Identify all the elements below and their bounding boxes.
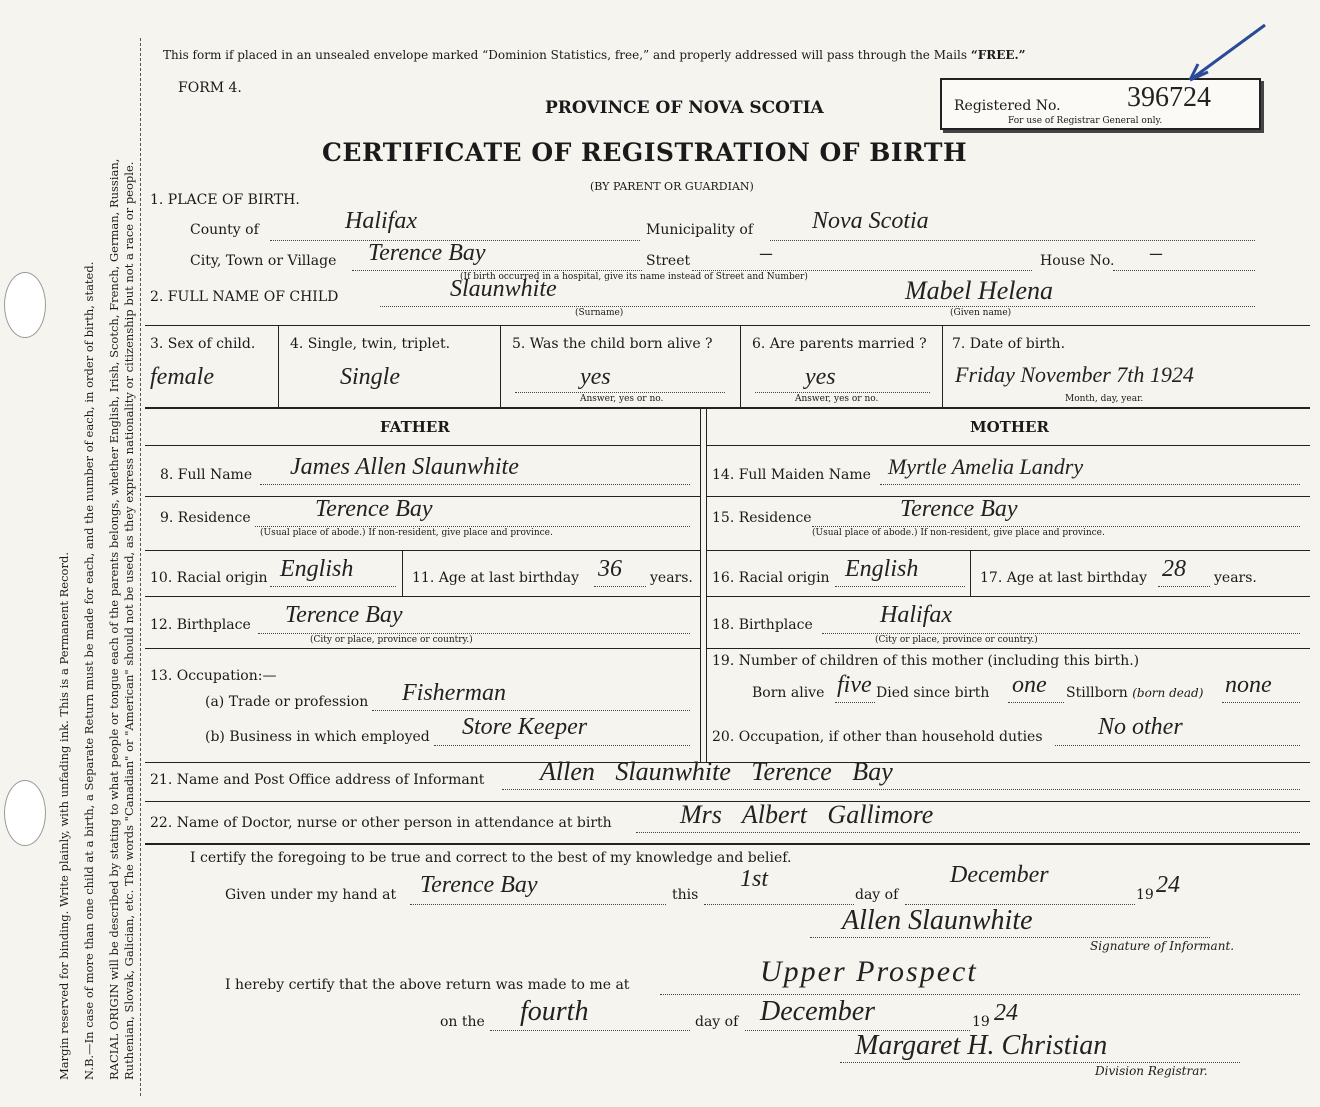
- mother-occupation-value: No other: [1098, 714, 1183, 740]
- children-count-label: 19. Number of children of this mother (including this birth.): [712, 653, 1140, 669]
- mother-age-label: 17. Age at last birthday: [980, 570, 1148, 586]
- child-surname-value: Slaunwhite: [450, 276, 557, 302]
- registrar-year-prefix: 19: [972, 1014, 990, 1030]
- street-label: Street: [646, 253, 691, 269]
- mother-birthplace-value: Halifax: [880, 602, 952, 628]
- registrar-place: Upper Prospect: [760, 955, 978, 988]
- father-birthplace-label: 12. Birthplace: [150, 617, 251, 633]
- mother-birthplace-caption: (City or place, province or country.): [875, 635, 1038, 645]
- father-heading: FATHER: [380, 418, 450, 436]
- certification-day: 1st: [740, 866, 769, 892]
- certification-year-prefix: 19: [1136, 887, 1154, 903]
- mother-heading: MOTHER: [970, 418, 1049, 436]
- business-label: (b) Business in which employed: [205, 729, 430, 745]
- mother-name-label: 14. Full Maiden Name: [712, 467, 871, 483]
- mother-age-value: 28: [1162, 556, 1186, 582]
- informant-label: 21. Name and Post Office address of Informant: [150, 772, 485, 788]
- certificate-title: CERTIFICATE OF REGISTRATION OF BIRTH: [322, 138, 968, 167]
- father-residence-caption: (Usual place of abode.) If non-resident, give place and province.: [260, 528, 553, 538]
- mother-racial-origin-label: 16. Racial origin: [712, 570, 830, 586]
- registrar-signature-label: Division Registrar.: [1095, 1064, 1208, 1078]
- municipality-label: Municipality of: [646, 222, 754, 238]
- parents-married-caption: Answer, yes or no.: [795, 394, 879, 404]
- mother-age-unit: years.: [1214, 570, 1257, 586]
- county-value: Halifax: [345, 208, 417, 234]
- father-name-value: James Allen Slaunwhite: [290, 454, 519, 480]
- born-alive-count-label: Born alive: [752, 685, 825, 701]
- city-label: City, Town or Village: [190, 253, 337, 269]
- free-word: “FREE.”: [970, 48, 1026, 62]
- stillborn-value: none: [1225, 672, 1272, 698]
- registrar-month: December: [760, 996, 876, 1027]
- given-at-place: Terence Bay: [420, 872, 538, 898]
- city-value: Terence Bay: [368, 240, 486, 266]
- mail-notice: This form if placed in an unsealed envelope marked “Dominion Statistics, free,” and properly addressed will pass through the Mails “FREE.”: [163, 48, 1026, 62]
- mother-residence-caption: (Usual place of abode.) If non-resident, give place and province.: [812, 528, 1105, 538]
- house-number-value: –: [1150, 240, 1162, 266]
- certification-month: December: [950, 862, 1049, 888]
- racial-note-1: RACIAL ORIGIN will be described by stating to what people or tongue each of the parents belongs, whether English, Irish, Scotch, French, German, Russian,: [107, 158, 121, 1080]
- born-alive-answer: yes: [580, 364, 611, 390]
- stillborn-note: (born dead): [1132, 686, 1204, 700]
- binding-margin-line: [140, 38, 141, 1096]
- mother-birthplace-label: 18. Birthplace: [712, 617, 813, 633]
- informant-signature-label: Signature of Informant.: [1090, 939, 1235, 953]
- father-residence-label: 9. Residence: [160, 510, 251, 526]
- given-name-caption: (Given name): [950, 308, 1012, 318]
- died-since-birth-value: one: [1012, 672, 1047, 698]
- mother-name-value: Myrtle Amelia Landry: [888, 454, 1084, 479]
- given-at-label: Given under my hand at: [225, 887, 397, 903]
- attendant-label: 22. Name of Doctor, nurse or other person in attendance at birth: [150, 815, 612, 831]
- registrar-on-label: on the: [440, 1014, 485, 1030]
- father-birthplace-caption: (City or place, province or country.): [310, 635, 473, 645]
- county-label: County of: [190, 222, 259, 238]
- born-alive-caption: Answer, yes or no.: [580, 394, 664, 404]
- certification-year: 24: [1156, 872, 1180, 898]
- multiple-birth-label: 4. Single, twin, triplet.: [290, 336, 451, 352]
- multiple-birth-value: Single: [340, 364, 400, 390]
- nb-note: N.B.—In case of more than one child at a birth, a Separate Return must be made for each, and the number of each, in order of birth, stated.: [82, 261, 96, 1080]
- province-title: PROVINCE OF NOVA SCOTIA: [545, 98, 824, 118]
- registrar-day-label: day of: [695, 1014, 739, 1030]
- stillborn-label: Stillborn (born dead): [1066, 685, 1204, 701]
- father-age-unit: years.: [650, 570, 693, 586]
- child-given-name-value: Mabel Helena: [905, 276, 1054, 305]
- parents-married-question: 6. Are parents married ?: [752, 336, 927, 352]
- informant-value: Allen Slaunwhite Terence Bay: [540, 757, 893, 786]
- form-number: FORM 4.: [178, 80, 242, 96]
- father-racial-origin-label: 10. Racial origin: [150, 570, 268, 586]
- father-age-value: 36: [598, 556, 622, 582]
- child-name-label: 2. FULL NAME OF CHILD: [150, 289, 339, 305]
- this-label: this: [672, 887, 699, 903]
- date-of-birth-label: 7. Date of birth.: [952, 336, 1066, 352]
- informant-signature: Allen Slaunwhite: [842, 905, 1033, 936]
- father-age-label: 11. Age at last birthday: [412, 570, 580, 586]
- registrar-statement: I hereby certify that the above return was made to me at: [225, 977, 630, 993]
- certification-statement: I certify the foregoing to be true and correct to the best of my knowledge and belief.: [190, 850, 792, 866]
- born-alive-count-value: five: [837, 672, 872, 698]
- trade-value: Fisherman: [402, 680, 506, 706]
- mother-residence-label: 15. Residence: [712, 510, 812, 526]
- father-name-label: 8. Full Name: [160, 467, 253, 483]
- sex-label: 3. Sex of child.: [150, 336, 256, 352]
- mother-residence-value: Terence Bay: [900, 496, 1018, 522]
- registrar-day: fourth: [520, 996, 589, 1027]
- house-number-label: House No.: [1040, 253, 1115, 269]
- pen-mark-arrow: [1150, 20, 1270, 100]
- certification-day-label: day of: [855, 887, 899, 903]
- margin-note: Margin reserved for binding. Write plainly, with unfading ink. This is a Permanent Record.: [57, 552, 71, 1080]
- place-of-birth-heading: 1. PLACE OF BIRTH.: [150, 192, 300, 208]
- surname-caption: (Surname): [575, 308, 624, 318]
- street-value: –: [760, 240, 772, 266]
- registrar-year: 24: [994, 1000, 1018, 1026]
- sex-value: female: [150, 364, 214, 390]
- binding-hole-bottom: [4, 780, 46, 846]
- hospital-note: (If birth occurred in a hospital, give its name instead of Street and Number): [460, 272, 808, 282]
- born-alive-question: 5. Was the child born alive ?: [512, 336, 713, 352]
- binding-hole-top: [4, 272, 46, 338]
- racial-note-2: Ruthenian, Slovak, Galician, etc. The words "Canadian" or "American" should not be used, as they express nationality or citizenship but not a race or people.: [122, 161, 136, 1080]
- father-birthplace-value: Terence Bay: [285, 602, 403, 628]
- father-occupation-label: 13. Occupation:—: [150, 668, 277, 684]
- registered-label: Registered No.: [954, 98, 1061, 114]
- date-of-birth-caption: Month, day, year.: [1065, 394, 1144, 404]
- municipality-value: Nova Scotia: [812, 208, 929, 234]
- date-of-birth-value: Friday November 7th 1924: [955, 362, 1194, 387]
- registered-number: 396724: [1127, 82, 1211, 113]
- father-residence-value: Terence Bay: [315, 496, 433, 522]
- attendant-value: Mrs Albert Gallimore: [680, 800, 934, 829]
- certificate-subtitle: (BY PARENT OR GUARDIAN): [590, 180, 754, 193]
- mother-racial-origin-value: English: [845, 556, 919, 582]
- registrar-signature: Margaret H. Christian: [855, 1030, 1108, 1061]
- mother-occupation-label: 20. Occupation, if other than household duties: [712, 729, 1043, 745]
- registrar-note: For use of Registrar General only.: [1008, 116, 1163, 126]
- business-value: Store Keeper: [462, 714, 588, 740]
- died-since-birth-label: Died since birth: [876, 685, 990, 701]
- trade-label: (a) Trade or profession: [205, 694, 369, 710]
- father-racial-origin-value: English: [280, 556, 354, 582]
- parents-married-answer: yes: [805, 364, 836, 390]
